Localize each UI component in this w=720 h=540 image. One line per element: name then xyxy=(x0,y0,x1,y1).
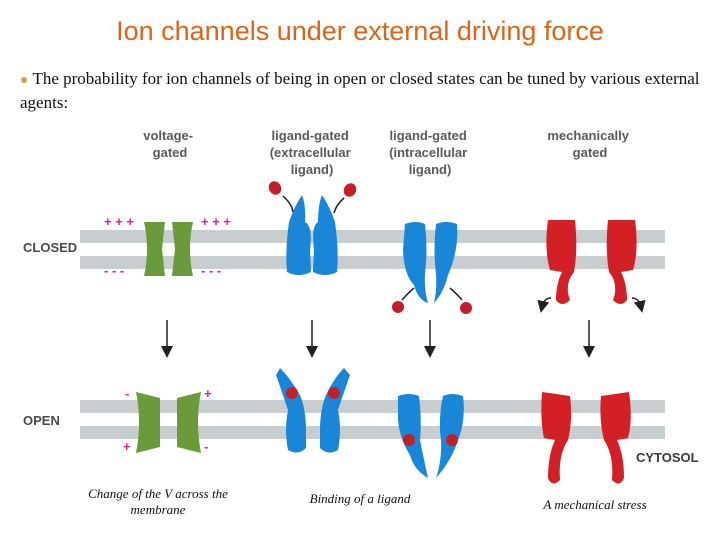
membrane-open xyxy=(80,400,665,439)
bullet-text: The probability for ion channels of being in open or closed states can be tuned by various external agents: xyxy=(20,69,700,112)
minus-charges-right: - - - xyxy=(201,263,222,278)
ligand-ext-molecules-bound xyxy=(286,387,340,399)
ligand-approach-arrow-right xyxy=(334,198,344,213)
caption-ligand: Binding of a ligand xyxy=(309,491,411,506)
minus-charge-bottom-right: - xyxy=(204,439,209,454)
membrane-closed xyxy=(80,230,665,269)
plus-charge-bottom-left: + xyxy=(123,439,131,454)
row-label-open: OPEN xyxy=(23,413,60,428)
minus-charge-top-left: - xyxy=(125,386,130,401)
header-ligand-extracellular: ligand-gated (extracellular ligand) xyxy=(269,128,351,177)
ligand-ext-molecules-closed xyxy=(266,179,358,199)
ligand-approach-arrow-left xyxy=(283,196,293,212)
ligand-int-arrow-left xyxy=(402,288,414,300)
plus-charges-left: + + + xyxy=(104,214,134,229)
caption-mechanical: A mechanical stress xyxy=(543,497,647,512)
bullet-icon: ● xyxy=(20,73,29,88)
header-mechanically-gated: mechanically gated xyxy=(547,128,630,160)
slide-title: Ion channels under external driving force xyxy=(116,16,604,46)
cytosol-label: CYTOSOL xyxy=(636,450,699,465)
header-voltage-gated: voltage- gated xyxy=(143,128,194,160)
mech-force-arrow-right xyxy=(632,298,641,307)
caption-voltage: Change of the V across the membrane xyxy=(88,486,228,517)
plus-charges-right: + + + xyxy=(201,214,231,229)
plus-charge-top-right: + xyxy=(204,386,212,401)
row-label-closed: CLOSED xyxy=(23,240,78,255)
ligand-int-molecules-closed xyxy=(392,301,472,314)
ligand-int-arrow-right xyxy=(450,288,462,300)
header-ligand-intracellular: ligand-gated (intracellular ligand) xyxy=(389,128,468,177)
mech-force-arrow-left xyxy=(542,298,551,307)
transition-arrows xyxy=(167,320,589,352)
minus-charges-left: - - - xyxy=(104,263,125,278)
